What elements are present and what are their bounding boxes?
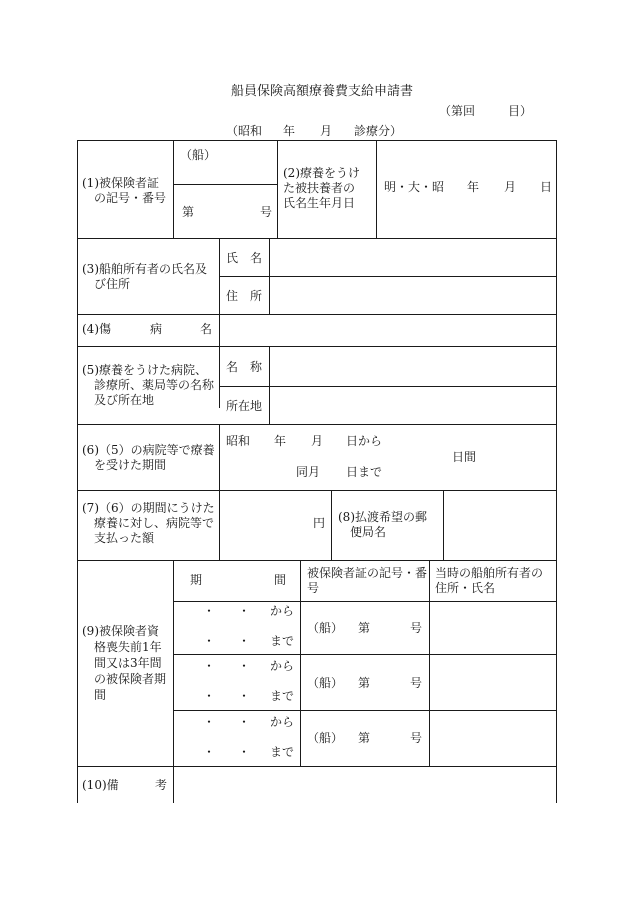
col-period-a: 期 (190, 573, 203, 587)
treatment-period-field[interactable] (221, 426, 555, 489)
entry1-to-dot-1: ・ (203, 634, 216, 648)
insured-period-label-5: 間 (94, 688, 107, 702)
divider (219, 238, 220, 408)
divider (77, 490, 557, 491)
divider (173, 601, 557, 602)
col-cert-label-1: 被保険者証の記号・番 (307, 566, 428, 580)
owner-address-field[interactable] (271, 278, 555, 313)
period-close: 診療分） (354, 124, 403, 138)
divider (77, 314, 557, 315)
cert-no-suffix: 号 (260, 205, 273, 219)
dob-day-unit: 日 (540, 180, 553, 194)
border-right (556, 140, 557, 803)
entry3-to-dot-1: ・ (203, 745, 216, 759)
owner-label-1: (3)船舶所有者の氏名及 (82, 262, 207, 276)
border-left (77, 140, 78, 803)
paid-amount-label-1: (7)（6）の期間にうけた (82, 501, 215, 515)
divider (77, 346, 557, 347)
hospital-label-2: 診療所、薬局等の名称 (94, 378, 215, 392)
entry1-from-dot-2: ・ (238, 604, 251, 618)
cert-no-prefix: 第 (182, 205, 195, 219)
entry3-owner-field[interactable] (431, 712, 555, 765)
period-from-month: 月 (311, 434, 324, 448)
insured-cert-label-1: (1)被保険者証 (82, 176, 159, 190)
divider (277, 140, 278, 238)
divider (269, 346, 270, 424)
owner-name-field[interactable] (271, 240, 555, 275)
cert-ship-field[interactable] (174, 141, 276, 183)
entry3-from-dot-1: ・ (203, 715, 216, 729)
treatment-period-label-1: (6)（5）の病院等で療養 (82, 443, 215, 457)
divider (300, 560, 301, 766)
disease-label-mid: 病 (150, 322, 163, 336)
insured-cert-label-2: の記号・番号 (94, 191, 167, 205)
insured-period-label-2: 格喪失前1年 (94, 640, 162, 654)
entry3-from-dot-2: ・ (238, 715, 251, 729)
entry1-from-dot-1: ・ (203, 604, 216, 618)
paid-amount-field[interactable] (221, 492, 329, 559)
entry1-to-label: まで (270, 634, 295, 648)
entry2-owner-field[interactable] (431, 656, 555, 709)
entry2-to-dot-2: ・ (238, 689, 251, 703)
remarks-label-end: 考 (155, 778, 168, 792)
round-open: （第回 (439, 104, 476, 118)
hospital-label-1: (5)療養をうけた病院、 (82, 363, 207, 377)
divider (173, 710, 557, 711)
entry2-no-suffix: 号 (410, 676, 423, 690)
dob-month-unit: 月 (504, 180, 517, 194)
entry3-to-label: まで (270, 745, 295, 759)
entry2-from-label: から (270, 659, 295, 673)
entry1-no-suffix: 号 (410, 621, 423, 635)
period-month: 月 (320, 124, 333, 138)
divider (429, 560, 430, 766)
post-office-label-1: (8)払渡希望の郵 (338, 510, 427, 524)
disease-name-field[interactable] (221, 316, 555, 345)
entry1-ship-prefix: （船） (307, 621, 344, 635)
insured-period-label-3: 間又は3年間 (94, 656, 162, 670)
owner-label-2: び住所 (94, 277, 131, 291)
remarks-label-num: (10)備 (82, 778, 119, 792)
divider (331, 490, 332, 560)
form-title: 船員保険高額療養費支給申請書 (231, 84, 414, 99)
paid-amount-label-3: 支払った額 (94, 531, 155, 545)
disease-label-end: 名 (200, 322, 213, 336)
entry3-to-dot-2: ・ (238, 745, 251, 759)
period-from-year: 年 (274, 434, 287, 448)
divider (77, 424, 557, 425)
hospital-location-label: 所在地 (226, 399, 263, 413)
hospital-name-field[interactable] (271, 348, 555, 385)
entry1-owner-field[interactable] (431, 603, 555, 653)
owner-address-label: 住 所 (226, 289, 263, 303)
yen-unit: 円 (313, 516, 326, 530)
entry3-from-label: から (270, 715, 295, 729)
col-owner-label-2: 住所・氏名 (435, 581, 496, 595)
treatment-period-label-2: を受けた期間 (94, 458, 167, 472)
dob-year-unit: 年 (467, 180, 480, 194)
divider (77, 238, 557, 239)
period-from-day: 日から (346, 434, 383, 448)
round-close: 目） (508, 104, 533, 118)
insured-period-label-1: (9)被保険者資 (82, 624, 159, 638)
entry2-ship-prefix: （船） (307, 676, 344, 690)
disease-label-num: (4)傷 (82, 322, 111, 336)
entry2-to-dot-1: ・ (203, 689, 216, 703)
entry1-from-label: から (270, 604, 295, 618)
hospital-label-3: 及び所在地 (94, 393, 155, 407)
col-period-b: 間 (274, 573, 287, 587)
dependent-label-1: (2)療養をうけ (283, 166, 360, 180)
divider (219, 276, 557, 277)
post-office-field[interactable] (445, 492, 555, 559)
divider (376, 140, 377, 238)
divider (443, 490, 444, 560)
entry3-ship-prefix: （船） (307, 731, 344, 745)
period-days-unit: 日間 (452, 450, 477, 464)
divider (173, 654, 557, 655)
divider (219, 424, 220, 560)
entry1-to-dot-2: ・ (238, 634, 251, 648)
paid-amount-label-2: 療養に対し、病院等で (94, 516, 215, 530)
entry1-no-prefix: 第 (358, 621, 371, 635)
divider (219, 386, 557, 387)
entry2-to-label: まで (270, 689, 295, 703)
entry3-no-prefix: 第 (358, 731, 371, 745)
entry2-from-dot-2: ・ (238, 659, 251, 673)
hospital-name-label: 名 称 (226, 360, 263, 374)
entry2-from-dot-1: ・ (203, 659, 216, 673)
hospital-location-field[interactable] (271, 388, 555, 423)
insured-period-label-4: の被保険者期 (94, 672, 167, 686)
dependent-dob-field[interactable] (378, 141, 555, 237)
divider (77, 560, 557, 561)
dependent-label-2: た被扶養者の (283, 181, 356, 195)
col-owner-label-1: 当時の船舶所有者の (435, 566, 544, 580)
period-from-era: 昭和 (226, 434, 251, 448)
dependent-label-3: 氏名生年月日 (283, 196, 356, 210)
remarks-field[interactable] (175, 768, 555, 802)
divider (173, 184, 277, 185)
entry2-no-prefix: 第 (358, 676, 371, 690)
post-office-label-2: 便局名 (350, 525, 387, 539)
owner-name-label: 氏 名 (226, 251, 263, 265)
period-to-day: 日まで (346, 465, 383, 479)
period-to-month: 同月 (296, 465, 321, 479)
col-cert-label-2: 号 (307, 581, 320, 595)
era-options: 明・大・昭 (384, 180, 445, 194)
period-open: （昭和 (226, 124, 263, 138)
entry3-no-suffix: 号 (410, 731, 423, 745)
cert-ship-prefix: （船） (180, 148, 217, 162)
divider (77, 766, 557, 767)
period-year: 年 (283, 124, 296, 138)
